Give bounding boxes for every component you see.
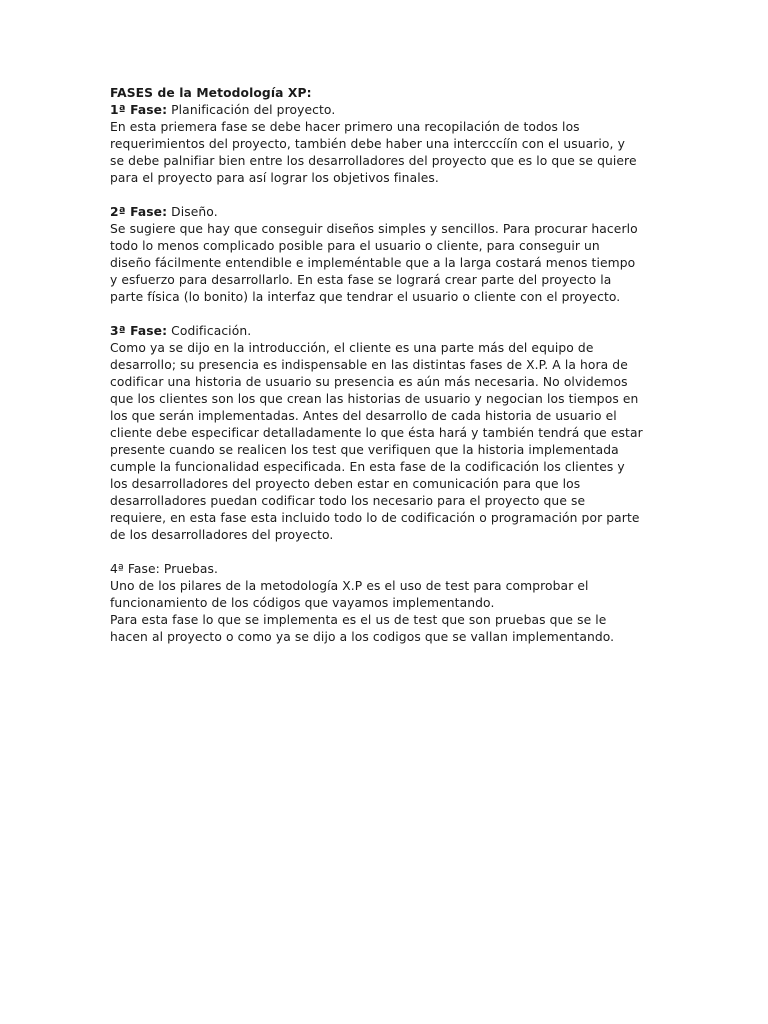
fase-3-line: presente cuando se realicen los test que verifiquen que la historia implementada [110,443,619,457]
fase-3-line: que los clientes son los que crean las historias de usuario y negocian los tiempos en [110,392,639,406]
fase-4-line: Uno de los pilares de la metodología X.P es el uso de test para comprobar el [110,579,589,593]
fase-3-line: cliente debe especificar detalladamente lo que ésta hará y también tendrá que estar [110,426,643,440]
fase-3-heading [110,323,670,340]
fase-1-line: En esta priemera fase se debe hacer primero una recopilación de todos los [110,120,580,134]
fase-3-line: cumple la funcionalidad especificada. En esta fase de la codificación los clientes y [110,460,625,474]
fase-4-line: Para esta fase lo que se implementa es el us de test que son pruebas que se le [110,613,607,627]
fase-2-line: Se sugiere que hay que conseguir diseños simples y sencillos. Para procurar hacerlo [110,222,638,236]
section-fase-2 [110,204,670,306]
fase-3-line: de los desarrolladores del proyecto. [110,528,334,542]
section-fase-1 [110,85,670,187]
fase-2-line: todo lo menos complicado posible para el usuario o cliente, para conseguir un [110,239,600,253]
fase-3-line: requiere, en esta fase esta incluido todo lo de codificación o programación por parte [110,511,640,525]
fase-1-name: Planificación del proyecto. [167,103,336,117]
fase-4-heading: 4ª Fase: Pruebas. [110,562,219,576]
fase-4-line: funcionamiento de los códigos que vayamos implementando. [110,596,495,610]
document-body [110,85,670,646]
fase-3-line: codificar una historia de usuario su presencia es aún más necesaria. No olvidemos [110,375,628,389]
fase-3-name: Codificación. [167,324,252,338]
fase-1-heading [110,102,670,119]
fase-2-line: y esfuerzo para desarrollarlo. En esta fase se logrará crear parte del proyecto la [110,273,612,287]
fase-1-line: se debe palnifiar bien entre los desarrolladores del proyecto que es lo que se quiere [110,154,637,168]
fase-3-label: 3ª Fase: [110,324,168,338]
fase-2-heading [110,204,670,221]
fase-2-name: Diseño. [167,205,218,219]
fase-3-line: Como ya se dijo en la introducción, el cliente es una parte más del equipo de [110,341,594,355]
fase-2-label: 2ª Fase: [110,205,168,219]
fase-2-line: parte física (lo bonito) la interfaz que tendrar el usuario o cliente con el proyecto. [110,290,621,304]
fase-3-line: desarrollo; su presencia es indispensable en las distintas fases de X.P. A la hora de [110,358,628,372]
fase-3-line: los que serán implementadas. Antes del desarrollo de cada historia de usuario el [110,409,617,423]
fase-1-label: 1ª Fase: [110,103,168,117]
section-fase-3 [110,323,670,544]
section-fase-4 [110,561,670,646]
fase-2-line: diseño fácilmente entendible e impleméntable que a la larga costará menos tiempo [110,256,636,270]
fase-3-line: desarrolladores puedan codificar todo los necesario para el proyecto que se [110,494,586,508]
document-title: FASES de la Metodología XP: [110,86,312,100]
fase-1-line: requerimientos del proyecto, también debe haber una intercccíín con el usuario, y [110,137,625,151]
fase-3-line: los desarrolladores del proyecto deben estar en comunicación para que los [110,477,581,491]
fase-1-line: para el proyecto para así lograr los objetivos finales. [110,171,439,185]
fase-4-line: hacen al proyecto o como ya se dijo a los codigos que se vallan implementando. [110,630,615,644]
